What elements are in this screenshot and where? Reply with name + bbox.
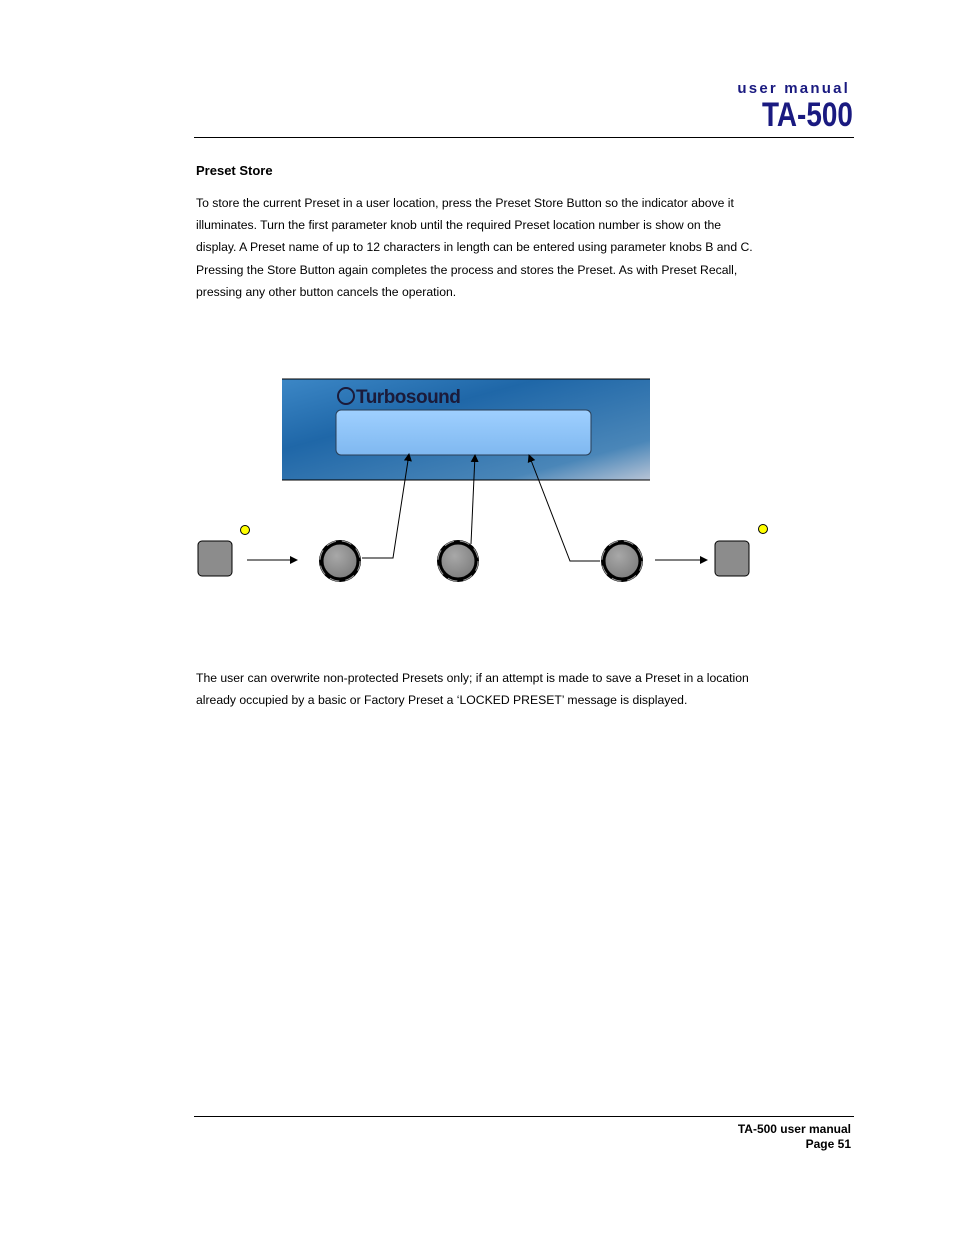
parameter-knob-b[interactable]: [437, 540, 479, 582]
footer-page-number: Page 51: [805, 1137, 851, 1151]
footer-manual-title: TA-500 user manual: [737, 1122, 851, 1136]
preset-store-indicator-led: [241, 526, 250, 535]
preset-store-button[interactable]: [198, 541, 232, 576]
svg-text:Turbosound: Turbosound: [356, 387, 461, 408]
store-button[interactable]: [715, 541, 749, 576]
section-title: Preset Store: [196, 163, 273, 178]
header-title: TA-500: [762, 96, 853, 134]
turbosound-logo: [338, 387, 460, 408]
footer-rule: [194, 1116, 854, 1117]
store-indicator-led: [759, 525, 768, 534]
parameter-knob-c[interactable]: [601, 540, 643, 582]
parameter-knob-a[interactable]: [319, 540, 361, 582]
lcd-display: [336, 410, 591, 455]
paragraph-store-instructions: To store the current Preset in a user location, press the Preset Store Button so the indicator above it illuminates. Turn the first parameter knob until the required Preset location number is show on the display. A Preset name of up to 12 characters in length can be entered using parameter knobs B and C. Pressing the Store Button again completes the process and stores the Preset. As with Preset Recall, pressing any other button cancels the operation.: [196, 196, 753, 299]
header-subtitle: user manual: [737, 80, 850, 97]
paragraph-locked-preset: The user can overwrite non-protected Presets only; if an attempt is made to save a Preset in a location already occupied by a basic or Factory Preset a ‘LOCKED PRESET’ message is displayed.: [196, 671, 749, 708]
page-footer: [738, 1122, 851, 1152]
